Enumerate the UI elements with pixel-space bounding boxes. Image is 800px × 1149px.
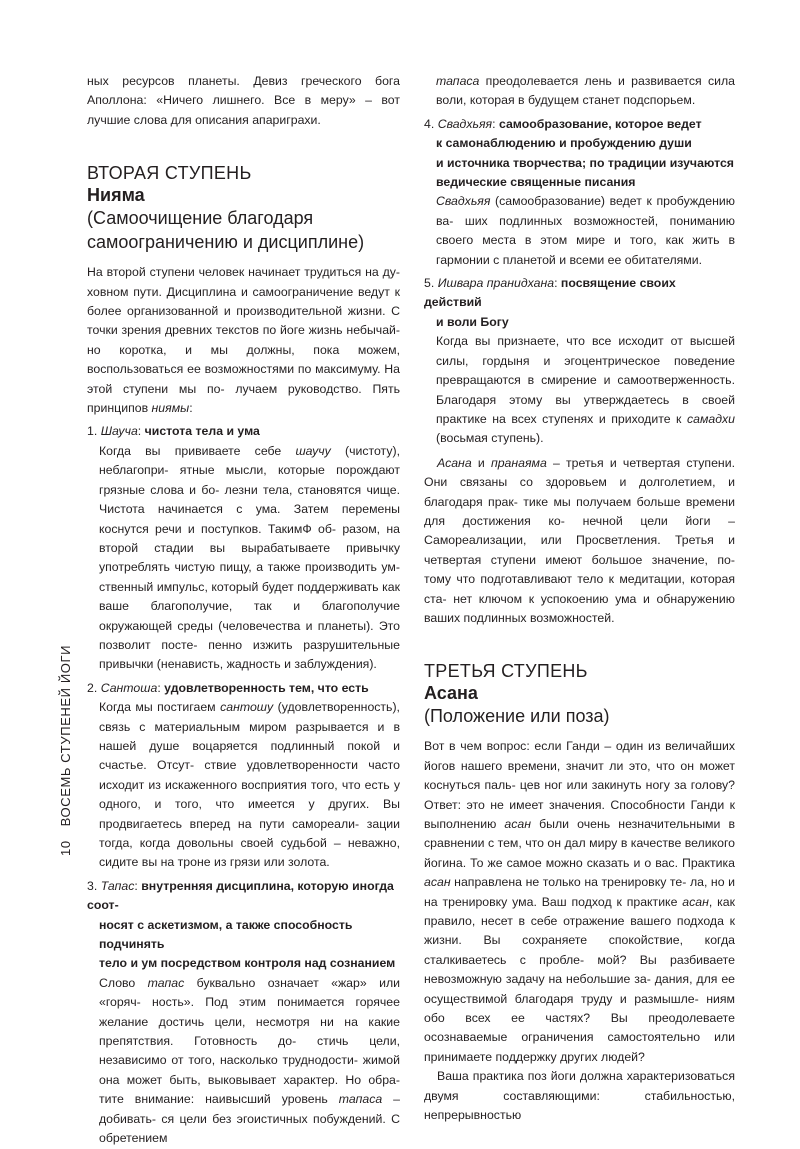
list-item: 1. Шауча: чистота тела и ума Когда вы прививаете себе шаучу (чистоту), неблагопри- ятные мысли, которые порождают грязные слова и бо- лезни тела, становятся чище. Чистота начинается с ума. Затем перемены коснутся речи и поступков. ТакимФ об- разом, на второй стадии вы вырабатываете привычку употреблять чистую пищу, а также производить ум- ственный импульс, который будет поддерживать как ваше благополучие, так и благополучие окружающей среды (человечества и планеты). Это позволит посте- пенно изжить разрушительные привычки (ненависть, жадность и заблуждения). [87, 424, 401, 672]
section-subtitle: (Положение или поза) [424, 706, 610, 727]
section-label: ТРЕТЬЯ СТУПЕНЬ [424, 661, 588, 682]
section-niyama [87, 162, 400, 1148]
section-asana [424, 660, 735, 1125]
list-item: 3. Тапас: внутренняя дисциплина, которую иногда соот- носят с аскетизмом, а также способность подчинять тело и ум посредством контроля над сознанием Слово тапас буквально означает «жар» или «горяч- ность». Под этим понимается горячее желание достичь цели, несмотря ни на какие препятствия. Готовность до- стичь цели, независимо от того, насколько труднодости- жимой она может быть, выковывает характер. Но обра- тите внимание: наивысший уровень тапаса – добивать- ся цели без эгоистичных побуждений. С обретением [87, 878, 401, 1146]
intro-paragraph: ных ресурсов планеты. Девиз греческого бога Аполлона: «Ничего лишнего. Все в меру» – вот лучшие слова для описания апариграхи. [87, 74, 401, 127]
section-name: Асана [424, 683, 478, 704]
running-header [58, 645, 73, 856]
list-item: 4. Свадхьяя: самообразование, которое ведет к самонаблюдению и пробуждению души и источника творчества; по традиции изучаются ведические священные писания Свадхьяя (самообразование) ведет к пробуждению ва- ших подлинных возможностей, пониманию своего места в этом мире и того, как жить в гармонии с планетой и всеми ее обитателями. [424, 116, 735, 267]
continuation-paragraph: тапаса преодолевается лень и развивается сила воли, которая в будущем станет подспорьем. [436, 74, 735, 108]
asana-paragraph: Асана и пранаяма – третья и четвертая ступени. Они связаны со здоровьем и долголетием, и благодаря прак- тике мы получаем больше времени для достижения ко- нечной цели йоги – Самореализации, или Просветления. Третья и четвертая ступени имеют большое значение, по- тому что подготавливают тело к медитации, которая ста- нет ключом к успокоению ума и обнаружению ваших подлинных возможностей. [424, 455, 736, 625]
section-body: На второй ступени человек начинает трудиться на ду- ховном пути. Дисциплина и самоограничение ведут к более организованной и производительной жизни. С точки зрения древних текстов по йоге жизнь небычай- но коротка, и мы должны, пока можем, воспользоваться ее возможностями по максимуму. На этой ступени мы по- лучаем руководство. Пять принципов ниямы: [87, 265, 401, 416]
list-item: 5. Ишвара пранидхана: посвящение своих действий и воли Богу Когда вы признаете, что все исходит от высшей силы, гордыня и эгоцентрическое поведение превращаются в смирение и самоотверженность. Благодаря этому вы утверждаетесь в своей практике на всех ступенях и приходите к самадхи (восьмая ступень). [424, 276, 736, 446]
section-name: Нияма [87, 185, 145, 206]
section-body-2: Ваша практика поз йоги должна характеризоваться двумя составляющими: стабильностью, непрерывностью [424, 1069, 735, 1123]
section-body: Вот в чем вопрос: если Ганди – один из величайших йогов нашего времени, значит ли это, что он может коснуться паль- цев ног или закинуть ногу за голову? Ответ: это не имеет значения. Способности Ганди к выполнению асан были очень незначительными в сравнении с тем, что он дал миру в качестве великого йогина. То же самое можно сказать и о вас. Практика асан направлена не только на тренировку те- ла, но и на тренировку ума. Ваш подход к практике асан, как правило, несет в себе отражение вашего подхода к жизни. Вы сохраняете спокойствие, когда сталкиваетесь с пробле- мой? Вы разбиваете невозможную задачу на небольшие за- дания, для ее осуществимой благодаря труду и размышле- ниям обо всех ее частях? Вы преодолеваете осознаваемые ограничения самостоятельно или принимаете поддержку других людей? [424, 739, 736, 1064]
right-column [424, 72, 735, 1126]
left-column [87, 72, 400, 1149]
list-item: 2. Сантоша: удовлетворенность тем, что есть Когда мы постигаем сантошу (удовлетворенность), связь с материальным миром разрывается и в нашей душе воцаряется подлинный покой и счастье. Отсут- ствие удовлетворенности часто исходит из искаженного восприятия того, что есть у одного, и того, что имеется у других. Вы продвигаетесь вперед на пути самореали- зации тогда, когда довольны своей судьбой – неважно, сидите вы на троне из грязи или золота. [87, 680, 401, 870]
section-label: ВТОРАЯ СТУПЕНЬ [87, 163, 252, 184]
section-subtitle: (Самоочищение благодаря самоограничению и дисциплине) [87, 208, 365, 253]
book-title: ВОСЕМЬ СТУПЕНЕЙ ЙОГИ [58, 644, 73, 827]
page-number: 10 [58, 840, 73, 856]
